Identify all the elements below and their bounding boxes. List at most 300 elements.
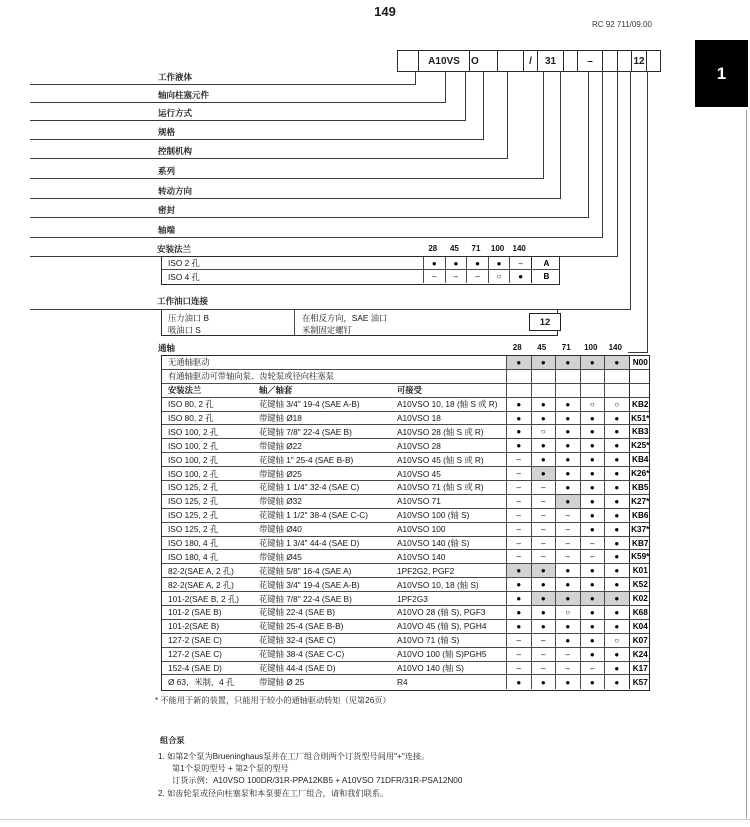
flange-size-column-header: 71 xyxy=(471,244,481,253)
code-cell xyxy=(602,50,618,72)
through-row-accepts: A10VSO 28 xyxy=(397,440,441,451)
through-row-flange: 101-2 (SAE B) xyxy=(168,607,222,618)
through-dot-cell: ● xyxy=(506,606,531,619)
through-dot-cell: – xyxy=(506,481,531,494)
code-cell xyxy=(563,50,578,72)
through-row-flange: ISO 100, 2 孔 xyxy=(168,426,219,437)
connector-vertical xyxy=(602,71,603,237)
order-category-label: 运行方式 xyxy=(158,108,193,118)
through-dot-cell: – xyxy=(506,537,531,550)
through-dot-cell xyxy=(555,384,580,397)
through-row-cells xyxy=(506,425,651,438)
through-dot-cell: ● xyxy=(555,481,580,494)
through-dot-cell: – xyxy=(555,523,580,536)
through-dot-cell: ● xyxy=(604,412,629,425)
through-dot-cell xyxy=(555,370,580,383)
through-row-cells xyxy=(506,453,651,466)
through-table-row xyxy=(162,509,649,523)
through-dot-cell: ● xyxy=(604,648,629,661)
connector-vertical xyxy=(630,71,631,309)
through-row-with-drive xyxy=(162,370,649,384)
through-dot-cell: ● xyxy=(580,648,605,661)
through-row-no-drive xyxy=(162,356,649,370)
through-dot-cell: ● xyxy=(531,412,556,425)
through-header-accepts: 可接受 xyxy=(397,385,422,396)
through-dot-cell: ○ xyxy=(555,606,580,619)
through-row-accepts: 1PF2G2, PGF2 xyxy=(397,565,455,576)
flange-size-column-header: 45 xyxy=(449,244,459,253)
through-row-flange: 82-2(SAE A, 2 孔) xyxy=(168,579,234,590)
through-row-flange: ISO 100, 2 孔 xyxy=(168,468,219,479)
through-dot-cell: ● xyxy=(580,578,605,591)
through-row-cells xyxy=(506,648,651,661)
through-row-shaft: 带键轴 Ø 25 xyxy=(259,677,305,688)
code-cell: 12 xyxy=(631,50,647,72)
through-row-flange: ISO 100, 2 孔 xyxy=(168,454,219,465)
flange-dot-cell: – xyxy=(466,270,488,283)
through-row-shaft: 花键轴 25-4 (SAE B-B) xyxy=(259,621,344,632)
flange-dot-cell: – xyxy=(445,270,467,283)
combo-note-1b: 订货示例：A10VSO 100DR/31R-PPA12KB5 + A10VSO 71DFR/31R-PSA12N00 xyxy=(172,776,463,785)
through-code-cell: K51* xyxy=(629,412,652,425)
flange-dot-cell: ● xyxy=(509,270,531,283)
through-dot-cell: ● xyxy=(580,509,605,522)
connector-horizontal xyxy=(30,309,631,310)
through-row-accepts: A10VSO 100 xyxy=(397,524,446,535)
through-dot-cell: – xyxy=(580,662,605,675)
flange-row-cells xyxy=(423,270,561,283)
through-code-cell: K17 xyxy=(629,662,652,675)
through-dot-cell: ● xyxy=(604,592,629,605)
through-row-shaft: 花键轴 7/8" 22-4 (SAE B) xyxy=(259,426,352,437)
through-row-flange: ISO 125, 2 孔 xyxy=(168,482,219,493)
through-row-shaft: 花键轴 7/8" 22-4 (SAE B) xyxy=(259,593,352,604)
through-dot-cell: ● xyxy=(580,606,605,619)
code-cell: O xyxy=(469,50,498,72)
through-size-column-header: 71 xyxy=(561,343,571,352)
combo-pumps-title: 组合泵 xyxy=(160,736,185,745)
flange-dot-cell: – xyxy=(509,257,531,269)
through-row-cells xyxy=(506,495,651,508)
through-code-cell: K01 xyxy=(629,564,652,577)
through-row-accepts: A10VSO 45 (轴 S 或 R) xyxy=(397,454,484,465)
through-row-cells xyxy=(506,592,651,605)
through-dot-cell: ● xyxy=(531,467,556,480)
through-dot-cell: ● xyxy=(531,606,556,619)
flange-row-label: ISO 4 孔 xyxy=(168,271,200,282)
connector-vertical xyxy=(507,71,508,158)
connector-vertical xyxy=(445,71,446,102)
through-dot-cell: ● xyxy=(555,634,580,647)
through-table-row xyxy=(162,648,649,662)
flange-size-column-header: 100 xyxy=(490,244,505,253)
through-code-cell: KB4 xyxy=(629,453,652,466)
through-dot-cell xyxy=(580,370,605,383)
through-table-row xyxy=(162,439,649,453)
flange-dot-cell: ● xyxy=(488,257,510,269)
through-row-shaft: 带键轴 Ø32 xyxy=(259,496,302,507)
connector-vertical xyxy=(560,71,561,198)
through-dot-cell: – xyxy=(580,550,605,563)
connector-vertical xyxy=(415,71,416,84)
connector-vertical xyxy=(483,71,484,139)
through-dot-cell: ● xyxy=(555,578,580,591)
through-dot-cell: ● xyxy=(580,564,605,577)
through-dot-cell: ● xyxy=(604,675,629,689)
through-code-cell: KB2 xyxy=(629,398,652,411)
through-dot-cell xyxy=(506,384,531,397)
through-dot-cell: ● xyxy=(531,398,556,411)
connector-vertical xyxy=(617,71,618,256)
through-dot-cell: ● xyxy=(580,467,605,480)
through-dot-cell: – xyxy=(555,537,580,550)
through-dot-cell: ○ xyxy=(604,398,629,411)
flange-dot-cell: ○ xyxy=(488,270,510,283)
through-dot-cell: ● xyxy=(531,356,556,369)
through-row-accepts: A10VSO 140 (轴 S) xyxy=(397,538,470,549)
flange-section-title: 安装法兰 xyxy=(157,244,192,254)
combo-note-1: 1. 如第2个泵为Brueninghaus泵并在工厂组合则两个订货型号间用"+"连接。 xyxy=(158,752,430,761)
port-box-divider xyxy=(294,310,295,335)
through-row-cells xyxy=(506,370,651,383)
connector-horizontal xyxy=(30,178,544,179)
flange-row-cells xyxy=(423,257,561,269)
through-dot-cell: ● xyxy=(506,578,531,591)
through-dot-cell: ● xyxy=(555,467,580,480)
through-row-shaft: 带键轴 Ø45 xyxy=(259,551,302,562)
through-code-cell xyxy=(629,370,652,383)
flange-row-label: ISO 2 孔 xyxy=(168,258,200,269)
through-table-row xyxy=(162,467,649,481)
combo-note-1a: 第1个泵的型号 + 第2个泵的型号 xyxy=(172,764,289,773)
through-dot-cell: – xyxy=(506,453,531,466)
through-dot-cell: ● xyxy=(604,578,629,591)
through-row-accepts: A10VSO 10, 18 (轴 S) xyxy=(397,579,479,590)
through-row-accepts: A10VO 45 (轴 S), PGH4 xyxy=(397,621,487,632)
page-bottom-edge xyxy=(0,819,750,820)
through-row-cells xyxy=(506,550,651,563)
through-row-flange: ISO 80, 2 孔 xyxy=(168,399,214,410)
through-row-cells xyxy=(506,662,651,675)
order-category-label: 规格 xyxy=(158,127,176,137)
through-row-flange: ISO 100, 2 孔 xyxy=(168,440,219,451)
port-code-box: 12 xyxy=(529,313,561,331)
through-dot-cell xyxy=(580,384,605,397)
through-row-cells xyxy=(506,509,651,522)
code-cell: 31 xyxy=(537,50,564,72)
through-row-accepts: A10VSO 45 xyxy=(397,468,441,479)
port-s-description: 米制固定螺钉 xyxy=(302,325,352,335)
through-table-row xyxy=(162,606,649,620)
through-dot-cell: – xyxy=(555,662,580,675)
order-category-label: 转动方向 xyxy=(158,186,193,196)
connector-horizontal xyxy=(30,237,603,238)
through-dot-cell: – xyxy=(531,537,556,550)
through-drive-section-title: 通轴 xyxy=(158,343,176,353)
flange-table-row xyxy=(162,257,559,270)
flange-size-column-header: 28 xyxy=(428,244,438,253)
flange-table xyxy=(161,256,560,285)
through-dot-cell: ● xyxy=(604,453,629,466)
through-row-accepts: A10VSO 100 (轴 S) xyxy=(397,510,470,521)
through-dot-cell: ● xyxy=(531,675,556,689)
through-dot-cell: ● xyxy=(580,412,605,425)
through-dot-cell: ○ xyxy=(604,634,629,647)
through-row-accepts: A10VSO 10, 18 (轴 S 或 R) xyxy=(397,399,498,410)
through-dot-cell: ● xyxy=(506,675,531,689)
through-dot-cell: ● xyxy=(580,425,605,438)
through-dot-cell: – xyxy=(506,495,531,508)
through-header-flange: 安装法兰 xyxy=(168,385,202,396)
through-dot-cell: ● xyxy=(531,578,556,591)
flange-dot-cell: ● xyxy=(466,257,488,269)
through-size-column-header: 100 xyxy=(584,343,598,352)
order-category-label: 轴端 xyxy=(158,225,176,235)
through-dot-cell: ● xyxy=(604,550,629,563)
through-table-row xyxy=(162,495,649,509)
port-connection-box xyxy=(161,309,558,336)
flange-size-column-header: 140 xyxy=(512,244,526,253)
through-dot-cell: ○ xyxy=(531,425,556,438)
through-row-flange: ISO 180, 4 孔 xyxy=(168,538,219,549)
through-dot-cell: ● xyxy=(604,606,629,619)
through-row-shaft: 花键轴 32-4 (SAE C) xyxy=(259,635,336,646)
through-code-cell: K59* xyxy=(629,550,652,563)
through-code-cell: K24 xyxy=(629,648,652,661)
through-row-shaft: 花键轴 1 1/4" 32-4 (SAE C) xyxy=(259,482,360,493)
order-category-label: 系列 xyxy=(158,166,176,176)
through-code-cell: K52 xyxy=(629,578,652,591)
through-code-cell: K27* xyxy=(629,495,652,508)
through-size-column-header: 28 xyxy=(512,343,522,352)
through-dot-cell: ● xyxy=(580,620,605,633)
through-table-row xyxy=(162,620,649,634)
through-dot-cell: ● xyxy=(580,495,605,508)
through-table-row xyxy=(162,662,649,676)
through-dot-cell: ● xyxy=(604,509,629,522)
through-dot-cell: – xyxy=(506,523,531,536)
connector-horizontal xyxy=(30,139,484,140)
through-size-column-header: 140 xyxy=(608,343,622,352)
through-dot-cell: – xyxy=(531,550,556,563)
ports-section-title: 工作油口连接 xyxy=(157,296,209,306)
through-dot-cell: ● xyxy=(531,453,556,466)
through-table-row xyxy=(162,412,649,426)
through-row-accepts: A10VSO 28 (轴 S 或 R) xyxy=(397,426,484,437)
through-dot-cell: ● xyxy=(604,425,629,438)
combo-note-2: 2. 如齿轮泵或径向柱塞泵和本泵要在工厂组合，请和我们联系。 xyxy=(158,789,389,798)
through-code-cell: K02 xyxy=(629,592,652,605)
through-table-row xyxy=(162,634,649,648)
through-row-cells xyxy=(506,384,651,397)
connector-horizontal xyxy=(30,198,561,199)
through-dot-cell xyxy=(531,384,556,397)
through-table-row xyxy=(162,523,649,537)
through-dot-cell: – xyxy=(506,467,531,480)
through-row-flange: Ø 63，米制，4 孔 xyxy=(168,677,235,688)
through-row-shaft: 花键轴 5/8" 16-4 (SAE A) xyxy=(259,565,352,576)
through-dot-cell: – xyxy=(506,648,531,661)
through-dot-cell: – xyxy=(506,550,531,563)
flange-dot-cell: ● xyxy=(445,257,467,269)
through-code-cell: K04 xyxy=(629,620,652,633)
through-dot-cell: – xyxy=(555,550,580,563)
through-with-drive-label: 有通轴驱动可带轴向泵、齿轮泵或径向柱塞泵 xyxy=(168,371,334,382)
through-code-cell: KB3 xyxy=(629,425,652,438)
through-row-accepts: A10VSO 71 (轴 S 或 R) xyxy=(397,482,484,493)
flange-dot-cell: ● xyxy=(423,257,445,269)
through-row-cells xyxy=(506,620,651,633)
through-row-accepts: 1PF2G3 xyxy=(397,593,428,604)
through-row-accepts: A10VO 140 (轴 S) xyxy=(397,663,464,674)
through-dot-cell: ● xyxy=(580,453,605,466)
through-code-cell: K68 xyxy=(629,606,652,619)
connector-horizontal xyxy=(30,217,589,218)
through-dot-cell: – xyxy=(506,662,531,675)
through-table-row xyxy=(162,398,649,412)
through-code-cell: N00 xyxy=(629,356,652,369)
through-dot-cell: ● xyxy=(506,398,531,411)
through-code-cell xyxy=(629,384,652,397)
code-cell xyxy=(646,50,661,72)
through-dot-cell: – xyxy=(506,509,531,522)
through-row-shaft: 花键轴 3/4" 19-4 (SAE A-B) xyxy=(259,579,360,590)
through-dot-cell: ● xyxy=(580,592,605,605)
through-dot-cell: ● xyxy=(506,620,531,633)
through-header-row xyxy=(162,384,649,398)
flange-dot-cell: – xyxy=(423,270,445,283)
through-table-row xyxy=(162,675,649,689)
document-reference: RC 92 711/09.00 xyxy=(592,20,652,29)
through-dot-cell: ● xyxy=(580,356,605,369)
through-dot-cell xyxy=(604,384,629,397)
through-dot-cell xyxy=(604,370,629,383)
connector-horizontal xyxy=(628,352,648,353)
through-row-shaft: 带键轴 Ø18 xyxy=(259,413,302,423)
through-dot-cell: ● xyxy=(506,564,531,577)
through-dot-cell: – xyxy=(580,537,605,550)
through-row-flange: ISO 125, 2 孔 xyxy=(168,496,219,507)
through-row-cells xyxy=(506,634,651,647)
page-number: 149 xyxy=(374,4,396,19)
through-row-flange: 101-2(SAE B, 2 孔) xyxy=(168,593,240,604)
flange-code-cell: A xyxy=(531,257,561,269)
through-table-row xyxy=(162,425,649,439)
through-dot-cell: ● xyxy=(555,620,580,633)
through-dot-cell: ● xyxy=(604,564,629,577)
through-code-cell: K57 xyxy=(629,675,652,689)
code-cell: / xyxy=(523,50,538,72)
through-row-flange: 152-4 (SAE D) xyxy=(168,663,222,674)
through-header-shaft: 轴／轴套 xyxy=(259,385,293,396)
through-dot-cell: ● xyxy=(506,439,531,452)
through-dot-cell: ● xyxy=(604,495,629,508)
through-dot-cell: ● xyxy=(580,634,605,647)
through-row-cells xyxy=(506,564,651,577)
through-row-cells xyxy=(506,675,651,689)
through-row-cells xyxy=(506,606,651,619)
through-dot-cell: – xyxy=(531,523,556,536)
connector-vertical xyxy=(647,71,648,352)
through-dot-cell: ● xyxy=(580,439,605,452)
through-row-flange: 82-2(SAE A, 2 孔) xyxy=(168,565,234,576)
port-s-label: 吸油口 S xyxy=(168,325,201,335)
through-row-shaft: 带键轴 Ø40 xyxy=(259,524,302,535)
code-cell xyxy=(497,50,524,72)
through-code-cell: K26* xyxy=(629,467,652,480)
through-code-cell: KB7 xyxy=(629,537,652,550)
through-code-cell: K37* xyxy=(629,523,652,536)
through-dot-cell: ● xyxy=(531,564,556,577)
through-row-shaft: 花键轴 1 3/4" 44-4 (SAE D) xyxy=(259,538,360,549)
through-dot-cell: – xyxy=(531,481,556,494)
through-dot-cell: ● xyxy=(604,356,629,369)
flange-table-row xyxy=(162,270,559,283)
through-dot-cell: – xyxy=(555,648,580,661)
through-dot-cell: ● xyxy=(506,412,531,425)
through-dot-cell: ● xyxy=(555,439,580,452)
through-dot-cell: – xyxy=(531,495,556,508)
through-dot-cell: ● xyxy=(604,662,629,675)
through-row-flange: ISO 125, 2 孔 xyxy=(168,510,219,521)
through-table-row xyxy=(162,592,649,606)
through-row-accepts: A10VSO 140 xyxy=(397,551,446,562)
order-category-label: 控制机构 xyxy=(158,146,193,156)
through-row-accepts: A10VSO 71 xyxy=(397,496,441,507)
through-row-cells xyxy=(506,356,651,369)
through-row-cells xyxy=(506,481,651,494)
through-dot-cell: ● xyxy=(555,564,580,577)
through-no-drive-label: 无通轴驱动 xyxy=(168,357,210,368)
through-table-row xyxy=(162,537,649,551)
through-dot-cell: – xyxy=(506,634,531,647)
connector-horizontal xyxy=(30,158,508,159)
page-right-margin-line xyxy=(746,110,747,818)
through-row-accepts: R4 xyxy=(397,677,408,688)
through-dot-cell: ○ xyxy=(580,398,605,411)
connector-horizontal xyxy=(30,120,466,121)
through-row-accepts: A10VO 28 (轴 S), PGF3 xyxy=(397,607,486,618)
through-dot-cell: ● xyxy=(531,439,556,452)
through-row-shaft: 花键轴 1 1/2" 38-4 (SAE C-C) xyxy=(259,510,368,521)
through-dot-cell: ● xyxy=(531,620,556,633)
code-cell: A10VS xyxy=(418,50,470,72)
connector-horizontal xyxy=(30,102,446,103)
through-row-shaft: 带键轴 Ø22 xyxy=(259,440,302,451)
through-row-shaft: 花键轴 38-4 (SAE C-C) xyxy=(259,649,345,660)
through-size-column-header: 45 xyxy=(537,343,547,352)
through-row-shaft: 花键轴 1" 25-4 (SAE B-B) xyxy=(259,454,354,465)
through-table-row xyxy=(162,564,649,578)
through-row-shaft: 花键轴 3/4" 19-4 (SAE A-B) xyxy=(259,399,360,410)
port-b-description: 在相反方向，SAE 油口 xyxy=(302,313,388,323)
through-dot-cell: ● xyxy=(555,398,580,411)
through-row-flange: 127-2 (SAE C) xyxy=(168,635,222,646)
port-b-label: 压力油口 B xyxy=(168,313,210,323)
through-dot-cell: – xyxy=(531,634,556,647)
through-row-cells xyxy=(506,439,651,452)
code-cell xyxy=(617,50,632,72)
through-dot-cell: – xyxy=(531,648,556,661)
through-dot-cell: ● xyxy=(604,481,629,494)
through-row-shaft: 花键轴 44-4 (SAE D) xyxy=(259,663,336,674)
through-dot-cell: ● xyxy=(555,412,580,425)
through-table-row xyxy=(162,550,649,564)
through-row-flange: ISO 180, 4 孔 xyxy=(168,551,219,562)
code-cell: – xyxy=(577,50,603,72)
through-row-accepts: A10VO 100 (轴 S)PGH5 xyxy=(397,649,487,660)
through-dot-cell: – xyxy=(531,662,556,675)
